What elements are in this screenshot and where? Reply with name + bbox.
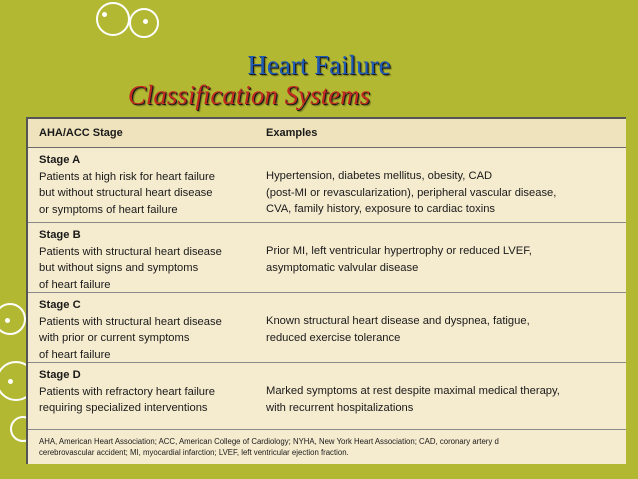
stage-desc-line: or symptoms of heart failure (39, 203, 178, 216)
table-header (28, 119, 626, 148)
decorative-circle (129, 8, 159, 38)
stage-desc-line: Patients with structural heart disease (39, 245, 222, 258)
stage-name: Stage A (39, 154, 81, 166)
examples-cell (258, 363, 560, 429)
footnote-line: cerebrovascular accident; MI, myocardial infarction; LVEF, left ventricular ejection fraction. (39, 448, 349, 457)
decorative-dot (102, 12, 107, 17)
stage-cell (28, 293, 258, 362)
table-footnote (28, 430, 626, 458)
decorative-circle (0, 303, 26, 335)
stage-cell (28, 223, 258, 292)
decorative-circle (96, 2, 130, 36)
table-row (28, 148, 626, 223)
stage-desc-line: but without signs and symptoms (39, 262, 199, 274)
example-line: Prior MI, left ventricular hypertrophy or reduced LVEF, (266, 245, 532, 257)
stage-desc-line: but without structural heart disease (39, 187, 213, 199)
example-line: Hypertension, diabetes mellitus, obesity, CAD (266, 170, 493, 182)
example-line: (post-MI or revascularization), peripheral vascular disease, (266, 186, 557, 199)
example-line: asymptomatic valvular disease (266, 261, 419, 274)
stage-desc-line: Patients with refractory heart failure (39, 385, 215, 398)
decorative-dot (143, 19, 148, 24)
stage-desc-line: with prior or current symptoms (39, 332, 190, 344)
example-line: Known structural heart disease and dyspnea, fatigue, (266, 315, 530, 327)
example-line: CVA, family history, exposure to cardiac toxins (266, 203, 496, 215)
stage-cell (28, 363, 258, 429)
stage-desc-line: Patients at high risk for heart failure (39, 170, 215, 183)
header-examples: Examples (266, 127, 318, 139)
example-line: Marked symptoms at rest despite maximal medical therapy, (266, 385, 560, 397)
examples-cell (258, 223, 532, 292)
table-row (28, 293, 626, 363)
bottom-band (0, 464, 638, 479)
classification-table (26, 117, 626, 466)
slide-title (0, 50, 638, 110)
stage-name: Stage C (39, 299, 81, 311)
table-row (28, 223, 626, 293)
stage-desc-line: Patients with structural heart disease (39, 315, 222, 328)
example-line: reduced exercise tolerance (266, 331, 401, 344)
examples-cell (258, 148, 556, 222)
examples-cell (258, 293, 530, 362)
header-stage: AHA/ACC Stage (39, 127, 123, 139)
stage-cell (28, 148, 258, 222)
decorative-dot (8, 379, 13, 384)
stage-desc-line: of heart failure (39, 348, 111, 361)
footnote-line: AHA, American Heart Association; ACC, American College of Cardiology; NYHA, New York Heart Association; CAD, coronary artery d (39, 437, 499, 446)
example-line: with recurrent hospitalizations (266, 401, 414, 414)
stage-name: Stage B (39, 229, 81, 241)
table-row (28, 363, 626, 430)
title-line-2: Classification Systems (127, 80, 371, 110)
decorative-dot (5, 318, 10, 323)
stage-name: Stage D (39, 369, 81, 381)
title-line-1: Heart Failure (247, 50, 391, 80)
stage-desc-line: of heart failure (39, 278, 111, 291)
stage-desc-line: requiring specialized interventions (39, 402, 208, 414)
